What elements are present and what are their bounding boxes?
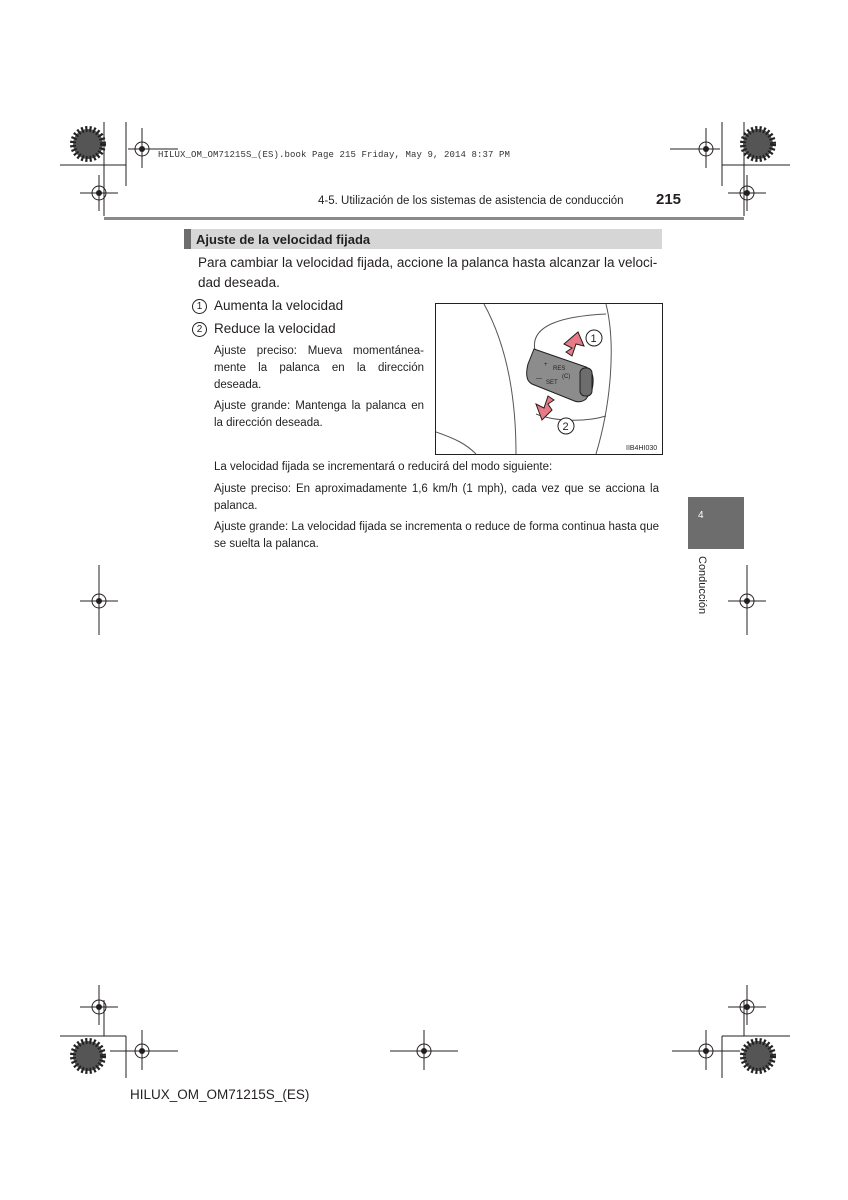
callout-1 — [586, 330, 602, 346]
arrow-up-icon — [564, 332, 584, 356]
page-number: 215 — [656, 191, 682, 208]
list-item-label: Aumenta la velocidad — [214, 298, 344, 313]
svg-text:1: 1 — [590, 333, 597, 345]
chapter-label: Conducción — [696, 556, 708, 615]
lever-illustration — [436, 304, 662, 454]
body-paragraph-1: La velocidad fijada se incrementará o reducirá del modo siguiente: — [214, 461, 553, 473]
chapter-tab — [688, 497, 744, 549]
intro-line-1: Para cambiar la velocidad fijada, accione la palanca hasta alcanzar la veloci- — [198, 255, 658, 270]
header-rule — [104, 217, 744, 220]
lever-label-plus: + — [544, 362, 548, 368]
note-coarse-adjust: Ajuste grande: Mantenga la palanca en la dirección deseada. — [214, 400, 424, 429]
lever-label-minus: — — [536, 376, 542, 382]
footer-document-code: HILUX_OM_OM71215S_(ES) — [130, 1087, 310, 1102]
section-heading-bar — [184, 229, 662, 249]
intro-line-2: dad deseada. — [198, 275, 280, 290]
figure-code: IIB4HI030 — [626, 445, 658, 452]
section-heading: Ajuste de la velocidad fijada — [196, 232, 371, 247]
list-item — [192, 321, 336, 337]
chapter-number: 4 — [698, 510, 704, 521]
callout-number: 1 — [192, 299, 207, 314]
lever-label-res: RES — [553, 366, 566, 372]
lever — [527, 349, 593, 402]
body-paragraph-2: Ajuste preciso: En aproximadamente 1,6 km/h (1 mph), cada vez que se acciona la palanca. — [214, 483, 659, 512]
body-paragraph-3: Ajuste grande: La velocidad fijada se incrementa o reduce de forma continua hasta que se suelta la palanca. — [214, 521, 659, 550]
lever-label-c: (C) — [562, 374, 571, 380]
list-item-label: Reduce la velocidad — [214, 321, 336, 336]
lever-figure — [435, 303, 663, 455]
lever-label-set: SET — [546, 380, 558, 386]
heading-accent — [184, 229, 191, 249]
header-section-title: 4-5. Utilización de los sistemas de asistencia de conducción — [318, 195, 624, 207]
intro-paragraph — [198, 253, 659, 293]
print-info: HILUX_OM_OM71215S_(ES).book Page 215 Friday, May 9, 2014 8:37 PM — [158, 150, 511, 160]
note-fine-adjust: Ajuste preciso: Mueva momentánea-mente la palanca en la dirección deseada. — [214, 345, 424, 391]
list-item — [192, 298, 343, 314]
callout-2 — [558, 418, 574, 434]
callout-number: 2 — [192, 322, 207, 337]
arrow-down-icon — [536, 396, 554, 420]
svg-text:2: 2 — [562, 421, 569, 433]
